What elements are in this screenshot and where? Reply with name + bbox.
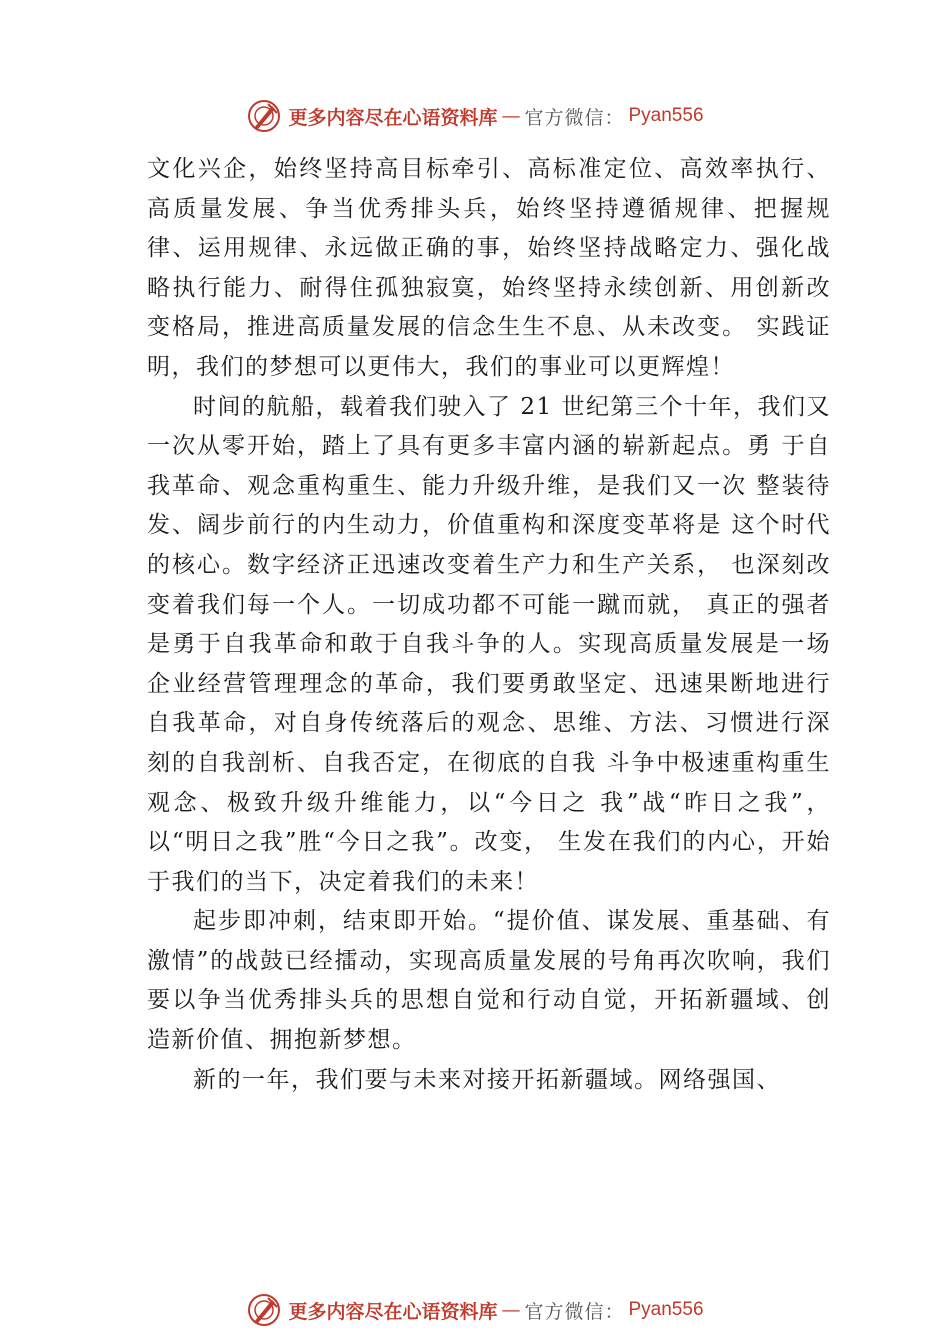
footer-separator: — [501, 1299, 521, 1321]
footer-banner [0, 1290, 950, 1330]
header-wechat-id: Pyan556 [628, 105, 704, 126]
header-wechat-label: 官方微信： [524, 106, 625, 129]
paragraph-4: 新的一年，我们要与未来对接开拓新疆域。网络强国、 [193, 1066, 781, 1093]
quill-logo-icon [246, 1292, 282, 1328]
footer-site-name: 更多内容尽在心语资料库 [288, 1300, 498, 1323]
header-site-name: 更多内容尽在心语资料库 [288, 106, 498, 129]
footer-wechat-label: 官方微信： [524, 1300, 625, 1323]
paragraph-2: 时间的航船，载着我们驶入了 21 世纪第三个十年，我们又一次从零开始，踏上了具有更多丰富内涵的崭新起点。勇 于自我革命、观念重构重生、能力升级升维，是我们又一次 整装待发、阔步前行的内生动力，价值重构和深度变革将是 这个时代的核心。数字经济正迅速改变着生产力和生产关系， 也深刻改变着我们每一个人。一切成功都不可能一蹴而就， 真正的强者是勇于自我革命和敢于自我斗争的人。实现高质量发展是一场企业经营管理理念的革命，我们要勇敢坚定、迅速果断地进行自我革命，对自身传统落后的观念、思维、方法、习惯进行深刻的自我剖析、自我否定，在彻底的自我 斗争中极速重构重生观念、极致升级升维能力，以“今日之 我”战“昨日之我”，以“明日之我”胜“今日之我”。改变， 生发在我们的内心，开始于我们的当下，决定着我们的未来！ [147, 393, 831, 895]
footer-wechat-id: Pyan556 [628, 1299, 704, 1320]
document-body [147, 150, 831, 1100]
header-banner [0, 96, 950, 136]
quill-logo-icon [246, 98, 282, 134]
paragraph-3: 起步即冲刺，结束即开始。“提价值、谋发展、重基础、有激情”的战鼓已经擂动，实现高质量发展的号角再次吹响，我们要以争当优秀排头兵的思想自觉和行动自觉，开拓新疆域、创造新价值、拥抱新梦想。 [147, 908, 831, 1054]
paragraph-1: 文化兴企，始终坚持高目标牵引、高标准定位、高效率执行、高质量发展、争当优秀排头兵，始终坚持遵循规律、把握规律、运用规律、永远做正确的事，始终坚持战略定力、强化战略执行能力、耐得住孤独寂寞，始终坚持永续创新、用创新改变格局，推进高质量发展的信念生生不息、从未改变。 实践证明，我们的梦想可以更伟大，我们的事业可以更辉煌！ [147, 156, 831, 380]
header-separator: — [501, 105, 521, 127]
